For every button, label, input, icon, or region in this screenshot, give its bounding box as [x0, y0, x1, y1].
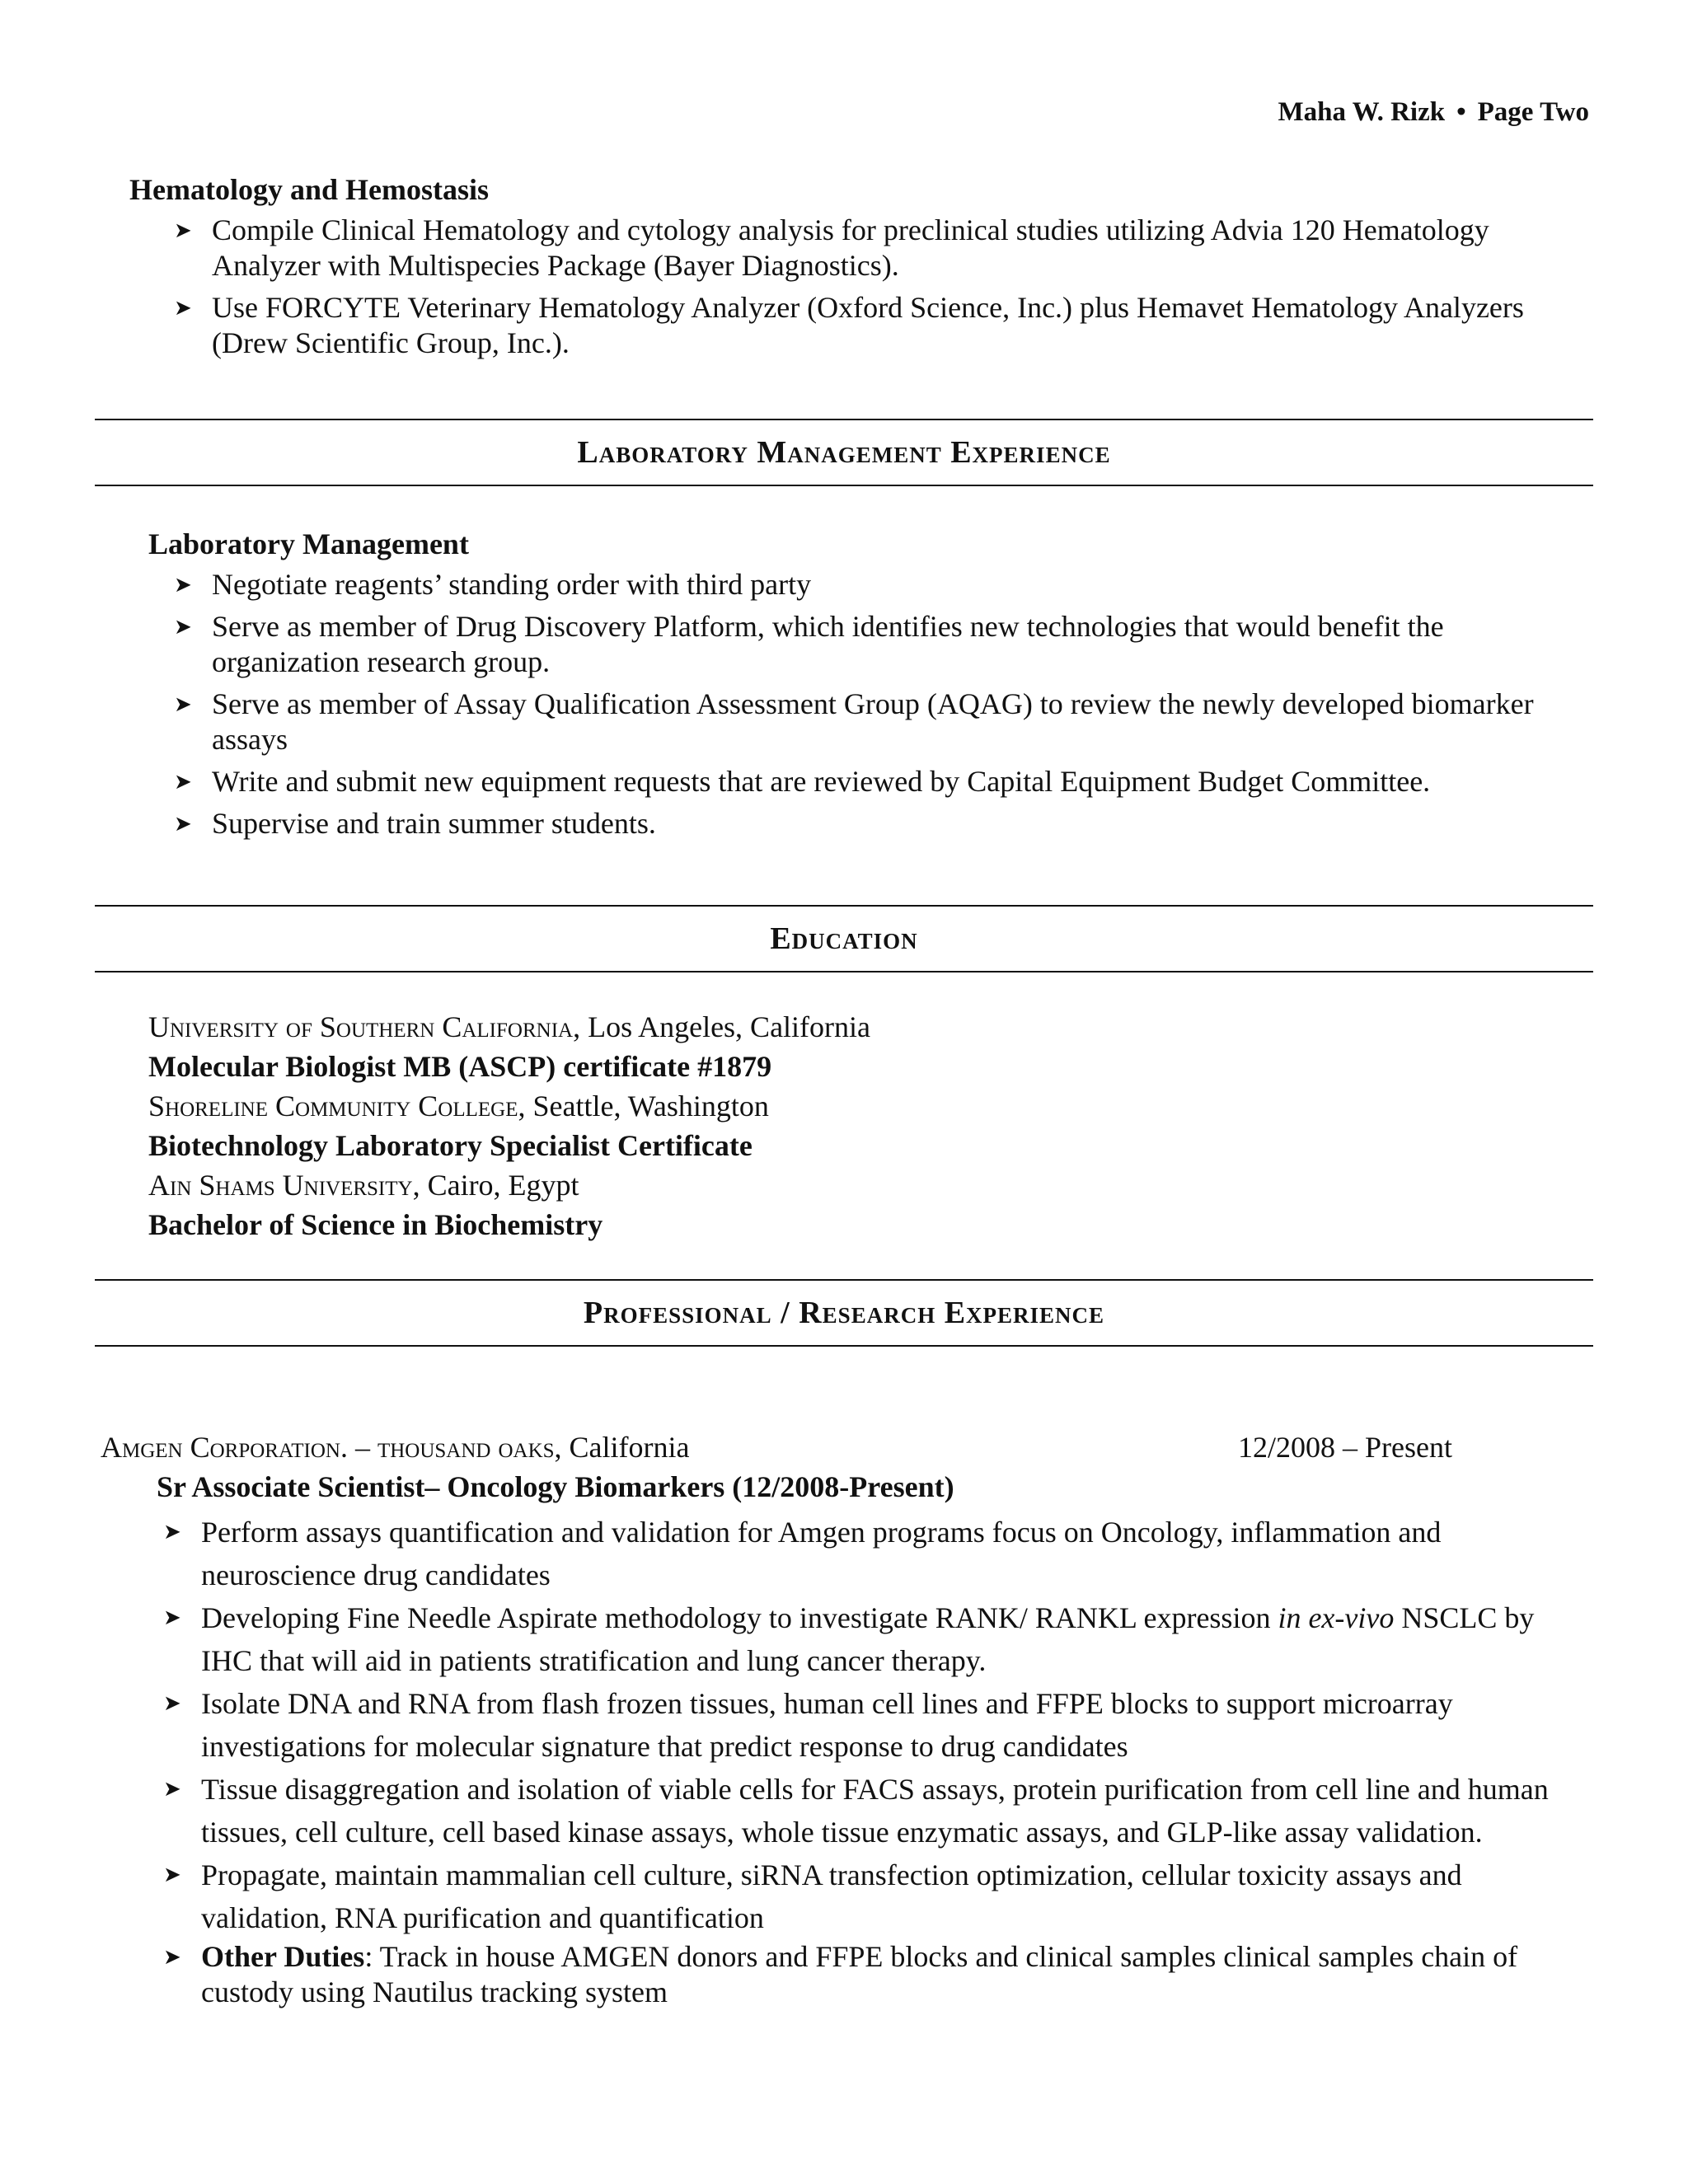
lab-management-list: [174, 567, 1580, 841]
arrow-bullet-icon: ➤: [174, 296, 192, 320]
arrow-bullet-icon: ➤: [174, 615, 192, 639]
job-list: [163, 1511, 1586, 2010]
arrow-bullet-icon: ➤: [163, 1520, 181, 1544]
section-education: Education: [95, 905, 1593, 972]
hematology-title: Hematology and Hemostasis: [129, 173, 489, 206]
list-item: ➤ Negotiate reagents’ standing order with third party: [174, 568, 812, 601]
list-item: ➤ Perform assays quantification and validation for Amgen programs focus on Oncology, inflammation and neuroscience drug candidates: [201, 1511, 1586, 1596]
list-item: ➤ Serve as member of Assay Qualification Assessment Group (AQAG) to review the newly developed biomarker assays: [174, 687, 1534, 756]
job-company: Amgen Corporation. – thousand oaks: [101, 1431, 555, 1464]
header-bullet: •: [1456, 97, 1466, 127]
arrow-bullet-icon: ➤: [174, 218, 192, 242]
lab-management-title: Laboratory Management: [148, 527, 469, 560]
education-degree: Bachelor of Science in Biochemistry: [148, 1208, 603, 1241]
arrow-bullet-icon: ➤: [163, 1691, 181, 1715]
job-title: Sr Associate Scientist– Oncology Biomarkers (12/2008-Present): [157, 1470, 954, 1503]
arrow-bullet-icon: ➤: [174, 770, 192, 794]
job-dates: 12/2008 – Present: [1238, 1431, 1452, 1464]
list-item: ➤ Use FORCYTE Veterinary Hematology Analyzer (Oxford Science, Inc.) plus Hemavet Hematology Analyzers (Drew Scientific Group, Inc.).: [174, 291, 1524, 359]
list-item: ➤ Serve as member of Drug Discovery Platform, which identifies new technologies that would benefit the organization research group.: [174, 610, 1444, 678]
list-item: ➤ Write and submit new equipment requests that are reviewed by Capital Equipment Budget Committee.: [174, 765, 1431, 798]
list-item: ➤ Isolate DNA and RNA from flash frozen tissues, human cell lines and FFPE blocks to support microarray investigations for molecular signature that predict response to drug candidates: [201, 1682, 1586, 1768]
education-school-shoreline: Shoreline Community College, Seattle, Washington: [148, 1090, 769, 1122]
list-item: ➤ Other Duties: Track in house AMGEN donors and FFPE blocks and clinical samples clinical samples chain of custody using Nautilus tracking system: [163, 1940, 1518, 2008]
hematology-list: [174, 213, 1580, 361]
list-item: ➤ Tissue disaggregation and isolation of viable cells for FACS assays, protein purification from cell line and human tissues, cell culture, cell based kinase assays, whole tissue enzymatic assays, and GLP-like assay validation.: [201, 1768, 1586, 1854]
arrow-bullet-icon: ➤: [174, 812, 192, 836]
arrow-bullet-icon: ➤: [163, 1945, 181, 1969]
arrow-bullet-icon: ➤: [163, 1863, 181, 1886]
list-item: ➤ Compile Clinical Hematology and cytology analysis for preclinical studies utilizing Advia 120 Hematology Analyzer with Multispecies Package (Bayer Diagnostics).: [174, 213, 1489, 282]
education-school-ain-shams: Ain Shams University, Cairo, Egypt: [148, 1169, 579, 1202]
job-block: [0, 1511, 1688, 2010]
list-item: ➤ Developing Fine Needle Aspirate methodology to investigate RANK/ RANKL expression in ex-vivo NSCLC by IHC that will aid in patients stratification and lung cancer therapy.: [201, 1596, 1586, 1682]
job-line: [101, 1430, 1452, 1465]
hematology-block: [0, 171, 1688, 368]
list-item: ➤ Propagate, maintain mammalian cell culture, siRNA transfection optimization, cellular toxicity assays and validation, RNA purification and quantification: [201, 1854, 1586, 1939]
education-block: [148, 1007, 1550, 1244]
section-research: Professional / Research Experience: [95, 1279, 1593, 1347]
job-location: , California: [554, 1431, 690, 1464]
arrow-bullet-icon: ➤: [163, 1605, 181, 1629]
education-school-usc: University of Southern California, Los Angeles, California: [148, 1010, 871, 1043]
education-cert-biotech: Biotechnology Laboratory Specialist Certificate: [148, 1129, 753, 1162]
arrow-bullet-icon: ➤: [163, 1777, 181, 1801]
section-lab-management: Laboratory Management Experience: [95, 419, 1593, 486]
header-name: Maha W. Rizk: [1278, 97, 1446, 127]
education-cert-ascp: Molecular Biologist MB (ASCP) certificate #1879: [148, 1050, 772, 1083]
header-page: Page Two: [1477, 97, 1589, 127]
list-item: ➤ Supervise and train summer students.: [174, 807, 656, 840]
arrow-bullet-icon: ➤: [174, 692, 192, 716]
lab-management-block: [0, 526, 1688, 848]
page-header: [1278, 97, 1589, 128]
arrow-bullet-icon: ➤: [174, 573, 192, 597]
